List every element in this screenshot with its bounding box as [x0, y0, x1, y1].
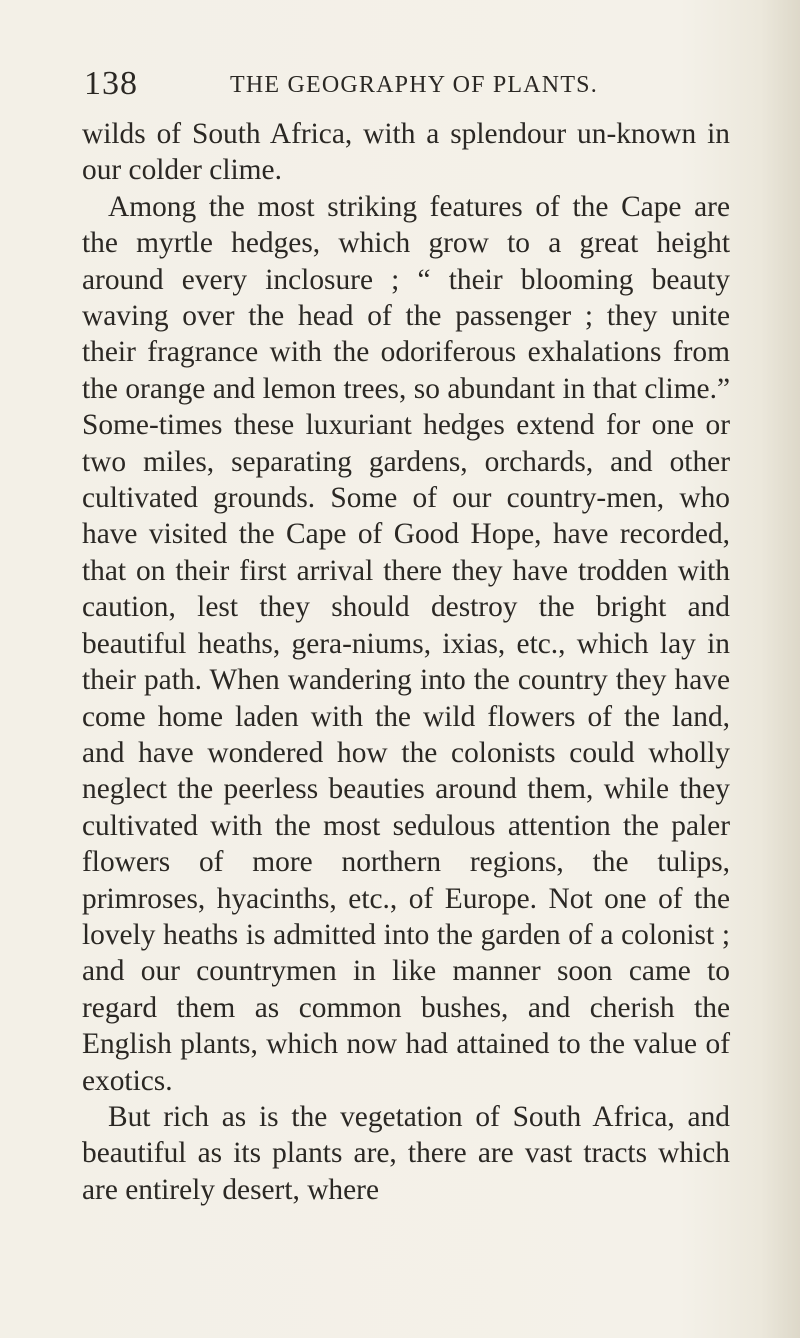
running-title: THE GEOGRAPHY OF PLANTS.: [230, 72, 598, 98]
page-header: [84, 66, 724, 102]
paragraph-continuation: wilds of South Africa, with a splendour un-known in our colder clime.: [82, 118, 730, 187]
page-number: 138: [84, 65, 138, 102]
body-text: [82, 116, 730, 1208]
paragraph-cape-hedges: Among the most striking features of the Cape are the myrtle hedges, which grow to a great height around every inclosure ; “ their blooming beauty waving over the head of the passenger ; they unite their fragrance with the odoriferous exhalations from the orange and lemon trees, so abundant in that clime.” Some-times these luxuriant hedges extend for one or two miles, separating gardens, orchards, and other cultivated grounds. Some of our country-men, who have visited the Cape of Good Hope, have recorded, that on their first arrival there they have trodden with caution, lest they should destroy the bright and beautiful heaths, gera-niums, ixias, etc., which lay in their path. When wandering into the country they have come home laden with the wild flowers of the land, and have wondered how the colonists could wholly neglect the peerless beauties around them, while they cultivated with the most sedulous attention the paler flowers of more northern regions, the tulips, primroses, hyacinths, etc., of Europe. Not one of the lovely heaths is admitted into the garden of a colonist ; and our countrymen in like manner soon came to regard them as common bushes, and cherish the English plants, which now had attained to the value of exotics.: [82, 190, 730, 1097]
paragraph-desert-tracts: But rich as is the vegetation of South Africa, and beautiful as its plants are, there are vast tracts which are entirely desert, where: [82, 1100, 730, 1206]
